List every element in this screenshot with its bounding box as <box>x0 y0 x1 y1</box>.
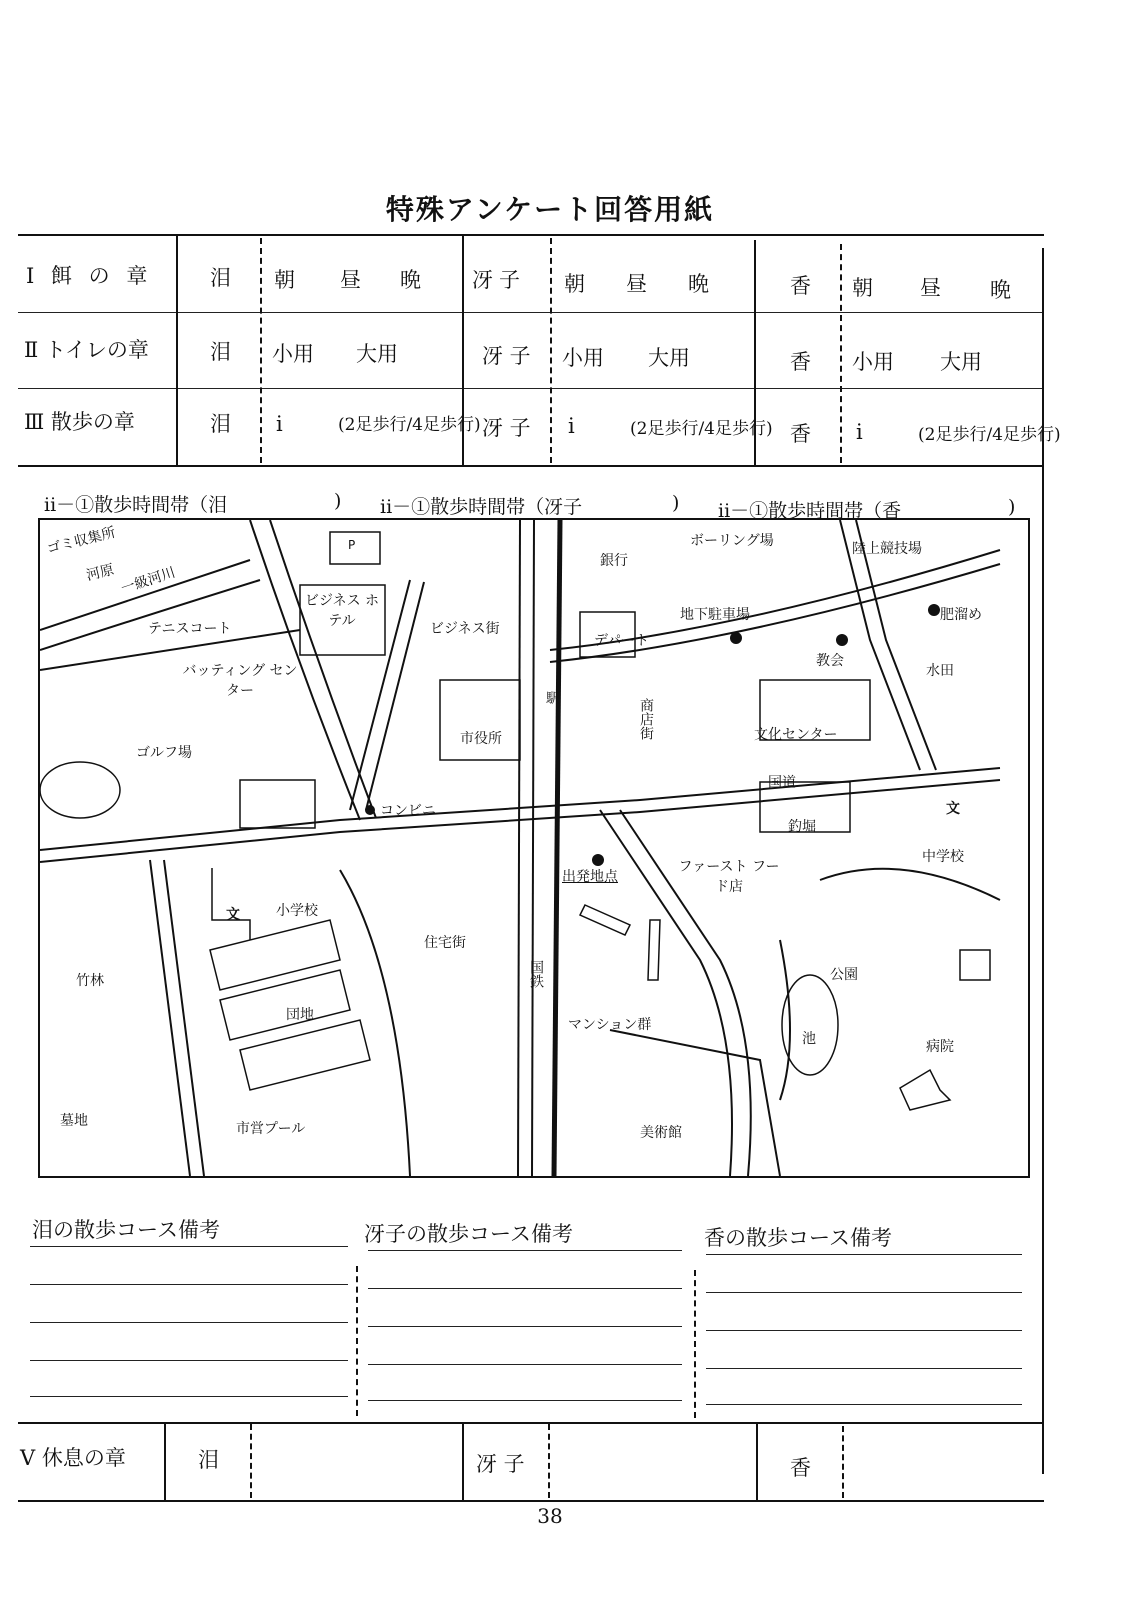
note-line <box>706 1254 1022 1255</box>
option-noon[interactable]: 昼 <box>626 272 647 296</box>
name-saeko: 冴 子 <box>476 1452 525 1476</box>
dashed-divider <box>840 244 842 463</box>
label-cityhall: 市役所 <box>460 731 502 747</box>
option-night[interactable]: 晩 <box>990 278 1011 302</box>
row-divider <box>18 388 1042 389</box>
note-line[interactable] <box>706 1292 1022 1293</box>
note-line[interactable] <box>368 1364 682 1365</box>
option-i[interactable]: i <box>856 420 863 444</box>
row-label-food: Ⅰ 餌 の 章 <box>26 264 148 288</box>
label-museum: 美術館 <box>640 1125 682 1141</box>
name-rui: 泪 <box>198 1448 219 1472</box>
name-kaori: 香 <box>790 1456 811 1480</box>
label-park: 公園 <box>830 967 858 983</box>
col-divider <box>164 1422 166 1500</box>
name-rui: 泪 <box>210 340 231 364</box>
label-elementary: 小学校 <box>276 903 318 919</box>
note-line[interactable] <box>30 1284 348 1285</box>
name-saeko: 冴 子 <box>482 416 531 440</box>
parking-icon: P <box>348 538 356 552</box>
label-pond: 池 <box>802 1031 816 1047</box>
note-line <box>30 1246 348 1247</box>
option-i[interactable]: i <box>276 412 283 436</box>
name-kaori: 香 <box>790 274 811 298</box>
label-tennis: テニスコート <box>148 621 232 637</box>
label-railway: 国鉄 <box>528 960 544 988</box>
label-river: 一級河川 <box>119 564 178 598</box>
notes-title-saeko: 冴子の散歩コース備考 <box>364 1222 573 1246</box>
label-station: 駅 <box>546 691 560 707</box>
label-shops: 商店街 <box>638 698 654 740</box>
option-noon[interactable]: 昼 <box>340 268 361 292</box>
row-label-toilet: Ⅱ トイレの章 <box>24 338 149 362</box>
label-fertilizer: 肥溜め <box>940 607 982 623</box>
label-stadium: 陸上競技場 <box>852 541 922 557</box>
label-batting: バッティング センター <box>182 663 298 699</box>
col-divider <box>462 1422 464 1500</box>
row-label-walk: Ⅲ 散歩の章 <box>24 410 135 434</box>
option-night[interactable]: 晩 <box>400 268 421 292</box>
rest-bottom-border <box>18 1500 1044 1502</box>
dashed-divider <box>250 1424 252 1498</box>
label-housing: 住宅街 <box>424 935 466 951</box>
label-paddy: 水田 <box>926 663 954 679</box>
label-start-point: 出発地点 <box>562 869 618 885</box>
option-morning[interactable]: 朝 <box>564 272 585 296</box>
note-line[interactable] <box>30 1396 348 1397</box>
label-hospital: 病院 <box>926 1039 954 1055</box>
label-danchi: 団地 <box>286 1007 314 1023</box>
option-gait[interactable]: (2足歩行/4足歩行) <box>630 419 773 439</box>
label-bank: 銀行 <box>600 553 628 569</box>
option-gait[interactable]: (2足歩行/4足歩行) <box>918 425 1061 445</box>
table-top-border <box>18 234 1044 236</box>
notes-title-kaori: 香の散歩コース備考 <box>704 1226 892 1250</box>
name-kaori: 香 <box>790 350 811 374</box>
dashed-divider <box>260 238 262 463</box>
label-fastfood: ファースト フード店 <box>678 859 780 895</box>
label-konbini: コンビニ <box>380 803 436 819</box>
label-mansion: マンション群 <box>568 1017 652 1033</box>
walk-time-rui: ii－①散歩時間帯（泪 <box>44 494 228 516</box>
note-line[interactable] <box>30 1360 348 1361</box>
town-map <box>38 518 1030 1178</box>
note-line[interactable] <box>368 1326 682 1327</box>
label-business-hotel: ビジネス ホテル <box>304 593 380 629</box>
page-number: 38 <box>537 1504 563 1528</box>
page-title: 特殊アンケート回答用紙 <box>385 193 715 226</box>
label-junior-high: 中学校 <box>922 849 964 865</box>
label-national-road: 国道 <box>768 775 796 791</box>
rest-top-border <box>18 1422 1044 1424</box>
name-rui: 泪 <box>210 266 231 290</box>
label-riverbed: 河原 <box>84 561 116 585</box>
label-depart: デパート <box>594 633 650 649</box>
option-i[interactable]: i <box>568 414 575 438</box>
label-bamboo: 竹林 <box>76 973 104 989</box>
walk-time-close: ) <box>672 492 680 514</box>
label-church: 教会 <box>816 653 844 669</box>
option-morning[interactable]: 朝 <box>852 276 873 300</box>
school-icon: 文 <box>946 801 960 817</box>
note-line[interactable] <box>30 1322 348 1323</box>
option-noon[interactable]: 昼 <box>920 276 941 300</box>
option-big[interactable]: 大用 <box>648 346 690 370</box>
label-pool: 市営プール <box>236 1121 306 1137</box>
table-bottom-border <box>18 465 1044 467</box>
row-label-rest: Ⅴ 休息の章 <box>20 1446 126 1470</box>
label-fishing: 釣堀 <box>788 819 816 835</box>
label-culture: 文化センター <box>754 727 838 743</box>
note-line <box>368 1250 682 1251</box>
col-divider <box>176 234 178 465</box>
option-small[interactable]: 小用 <box>562 346 604 370</box>
option-big[interactable]: 大用 <box>356 342 398 366</box>
rest-input-kaori[interactable] <box>848 1428 1038 1496</box>
note-line[interactable] <box>368 1400 682 1401</box>
name-saeko: 冴 子 <box>482 344 531 368</box>
label-grave: 墓地 <box>60 1113 88 1129</box>
option-small[interactable]: 小用 <box>272 342 314 366</box>
school-icon: 文 <box>226 907 240 923</box>
note-line[interactable] <box>368 1288 682 1289</box>
note-line[interactable] <box>706 1330 1022 1331</box>
label-parking: 地下駐車場 <box>680 607 750 623</box>
name-saeko: 冴子 <box>472 268 526 292</box>
notes-title-rui: 泪の散歩コース備考 <box>32 1218 220 1242</box>
dashed-divider <box>356 1266 358 1416</box>
rest-input-rui[interactable] <box>256 1426 456 1496</box>
note-line[interactable] <box>706 1404 1022 1405</box>
walk-time-kaori: ii－①散歩時間帯（香 <box>718 500 902 522</box>
dashed-divider <box>550 238 552 463</box>
name-rui: 泪 <box>210 412 231 436</box>
walk-time-close: ) <box>334 490 342 512</box>
col-divider <box>756 1424 758 1500</box>
option-night[interactable]: 晩 <box>688 272 709 296</box>
walk-time-saeko: ii－①散歩時間帯（冴子 <box>380 496 583 518</box>
row-divider <box>18 312 1042 313</box>
dashed-divider <box>842 1426 844 1498</box>
note-line[interactable] <box>706 1368 1022 1369</box>
label-bowling: ボーリング場 <box>690 533 774 549</box>
dashed-divider <box>548 1424 550 1498</box>
option-gait[interactable]: (2足歩行/4足歩行) <box>338 415 481 435</box>
walk-time-close: ) <box>1008 496 1016 518</box>
label-golf: ゴルフ場 <box>136 745 192 761</box>
label-business-street: ビジネス街 <box>430 621 500 637</box>
rest-input-saeko[interactable] <box>554 1426 750 1496</box>
dashed-divider <box>694 1270 696 1418</box>
option-morning[interactable]: 朝 <box>274 268 295 292</box>
option-small[interactable]: 小用 <box>852 350 894 374</box>
label-garbage: ゴミ収集所 <box>45 524 118 558</box>
name-kaori: 香 <box>790 422 811 446</box>
option-big[interactable]: 大用 <box>940 350 982 374</box>
